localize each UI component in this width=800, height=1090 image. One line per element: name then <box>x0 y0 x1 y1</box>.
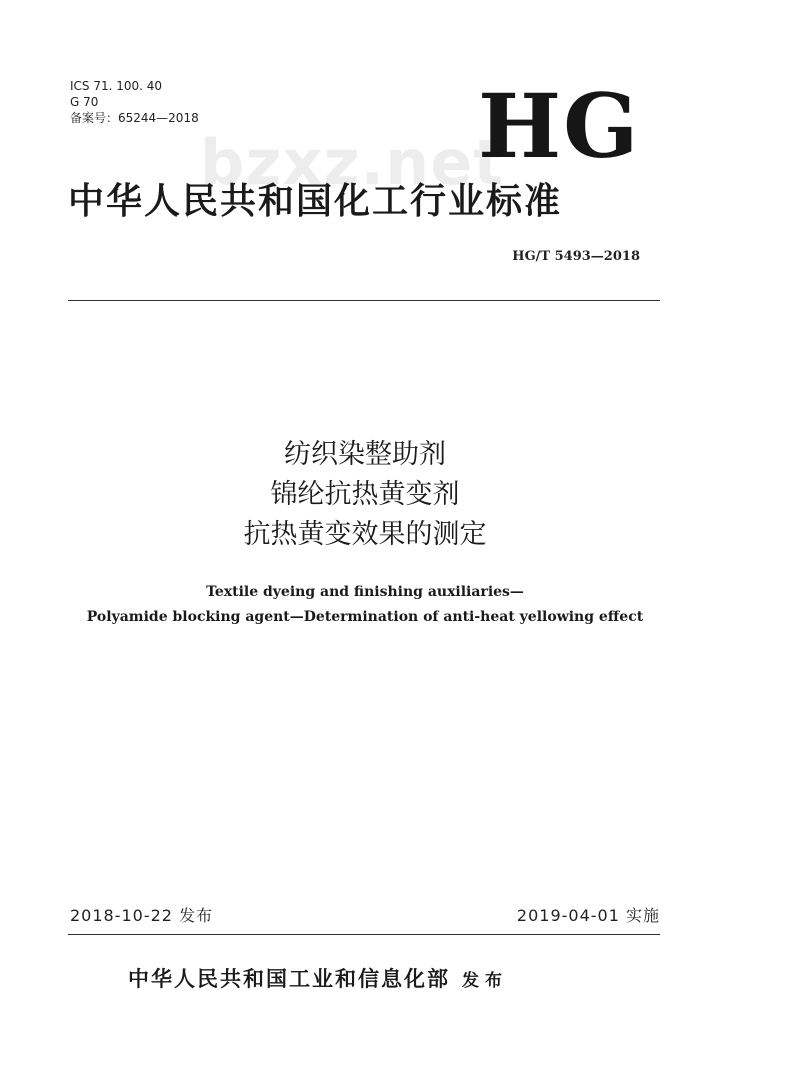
issue-date: 2018-10-22 发布 <box>70 906 214 925</box>
hg-logo: HG <box>478 74 641 178</box>
chinese-title <box>0 435 730 555</box>
chinese-title-line: 抗热黄变效果的测定 <box>243 519 487 550</box>
ccs-code: G 70 <box>70 95 99 109</box>
publisher-name: 中华人民共和国工业和信息化部 <box>128 967 450 991</box>
chinese-title-line: 纺织染整助剂 <box>284 439 446 470</box>
effective-date: 2019-04-01 实施 <box>516 906 660 925</box>
record-number: 备案号：65244—2018 <box>70 111 199 125</box>
standard-category-title: 中华人民共和国化工行业标准 <box>68 181 563 222</box>
english-title <box>0 580 730 630</box>
ics-code: ICS 71. 100. 40 <box>70 79 163 93</box>
chinese-title-line: 锦纶抗热黄变剂 <box>270 479 460 510</box>
publisher <box>128 964 508 996</box>
english-title-line: Textile dyeing and finishing auxiliaries— <box>206 584 524 600</box>
classification-block <box>70 78 199 126</box>
english-title-line: Polyamide blocking agent—Determination of anti-heat yellowing effect <box>86 609 644 625</box>
publisher-suffix: 发布 <box>462 971 508 991</box>
top-divider <box>68 300 660 301</box>
standard-number: HG/T 5493—2018 <box>512 249 640 264</box>
watermark: bzxz.net <box>200 126 504 199</box>
bottom-divider <box>68 934 660 935</box>
